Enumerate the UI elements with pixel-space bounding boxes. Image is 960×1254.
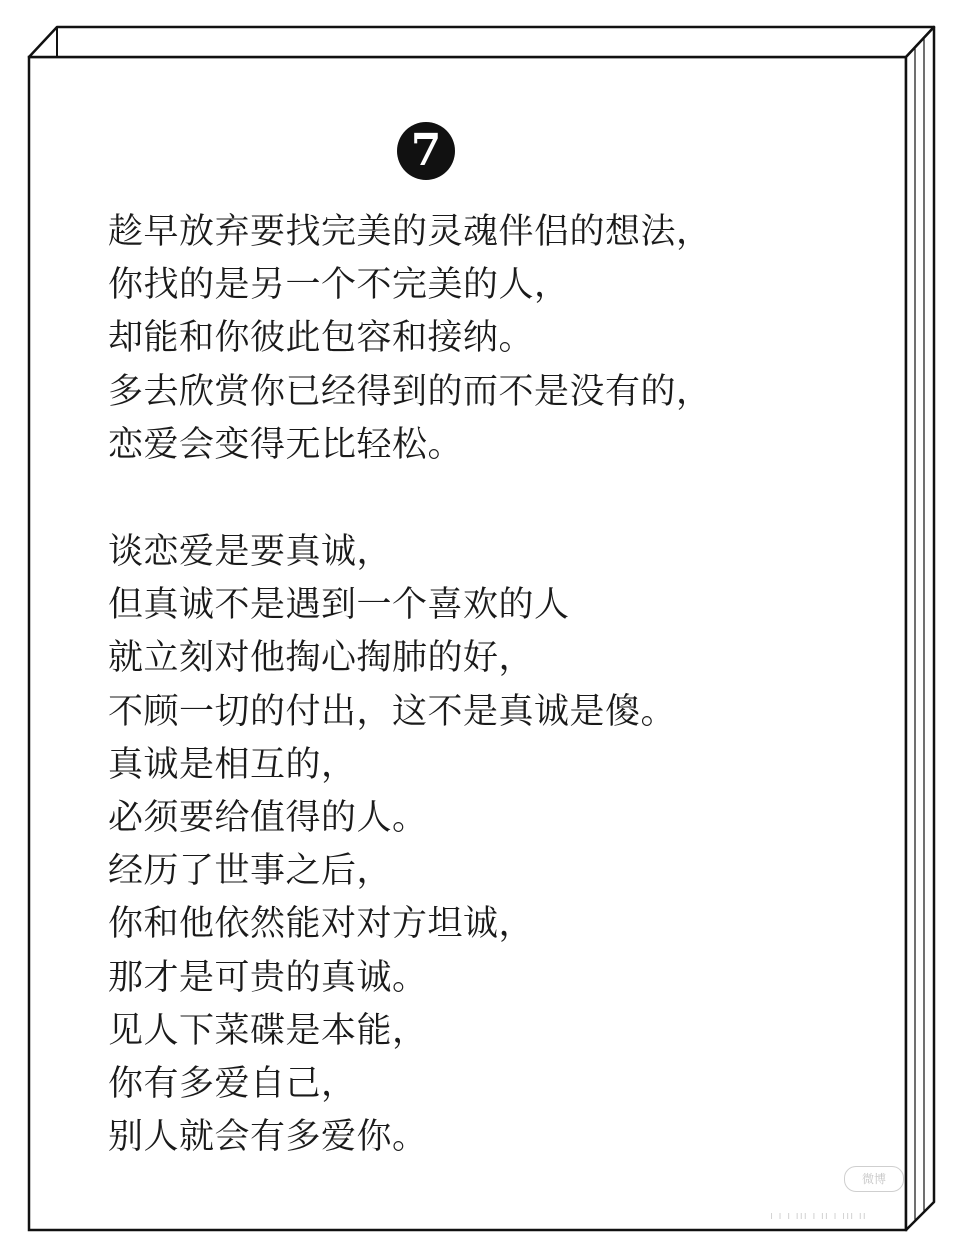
text-line: 不顾一切的付出，这不是真诚是傻。	[108, 691, 677, 732]
text-line: 趁早放弃要找完美的灵魂伴侣的想法，	[108, 212, 712, 252]
paragraph-2	[108, 526, 908, 1164]
text-line: 你和他依然能对对方坦诚，	[108, 904, 535, 945]
text-line: 别人就会有多爱你。	[108, 1117, 428, 1158]
text-line: 但真诚不是遇到一个喜欢的人	[108, 585, 570, 626]
text-line: 你找的是另一个不完美的人，	[108, 265, 570, 306]
text-line: 谈恋爱是要真诚，	[108, 532, 393, 572]
paragraph-1	[108, 206, 908, 472]
watermark-strip: ı ı ı ııı ı ıı ı ııı ıı	[770, 1209, 867, 1222]
text-line: 恋爱会变得无比轻松。	[108, 424, 464, 465]
text-line: 就立刻对他掏心掏肺的好，	[108, 638, 535, 679]
text-line: 必须要给值得的人。	[108, 797, 428, 838]
number-badge	[397, 122, 455, 180]
book-top-face	[29, 27, 934, 57]
text-line: 真诚是相互的，	[108, 744, 357, 785]
text-line: 却能和你彼此包容和接纳。	[108, 318, 535, 359]
text-line: 经历了世事之后，	[108, 851, 393, 892]
book-side-face	[906, 27, 934, 1230]
text-line: 多去欣赏你已经得到的而不是没有的，	[108, 371, 712, 412]
badge-number: 7	[410, 125, 442, 176]
text-line: 你有多爱自己，	[108, 1063, 357, 1104]
watermark-badge	[844, 1166, 904, 1192]
text-line: 见人下菜碟是本能，	[108, 1010, 428, 1051]
text-line: 那才是可贵的真诚。	[108, 957, 428, 998]
watermark-text: 微博	[861, 1172, 886, 1186]
